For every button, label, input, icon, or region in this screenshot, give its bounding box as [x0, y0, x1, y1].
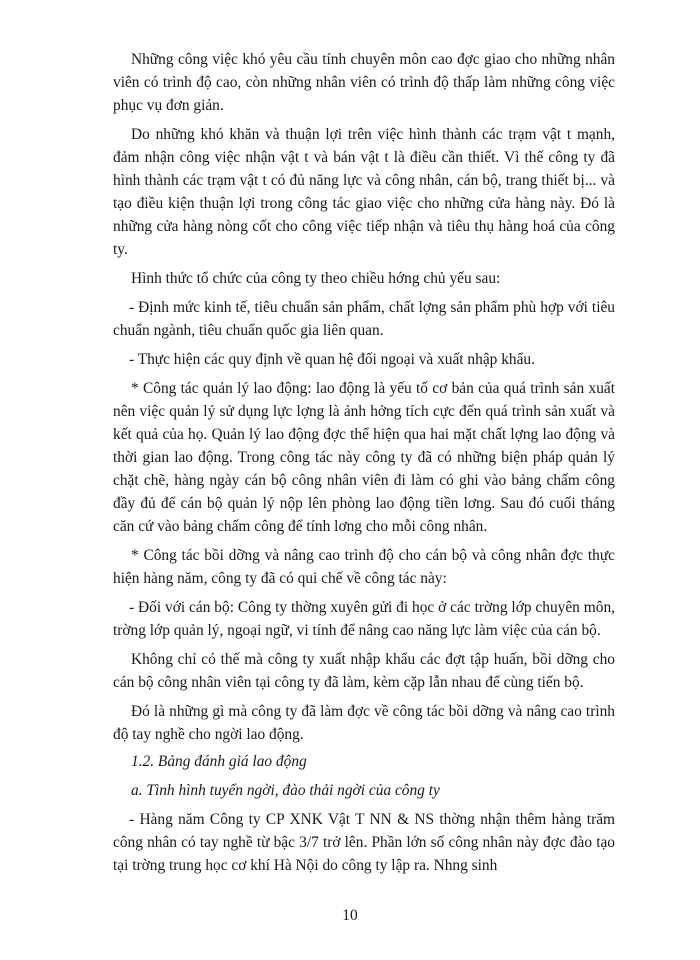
document-page	[113, 48, 615, 883]
subsection-heading: a. Tình hình tuyển ngời, đào thải ngời của công ty	[131, 782, 440, 799]
paragraph-4: - Định mức kinh tế, tiêu chuẩn sản phẩm, chất lợng sản phẩm phù hợp với tiêu chuẩn ngành, tiêu chuẩn quốc gia liên quan.	[113, 299, 615, 339]
paragraph-7: * Công tác bồi dỡng và nâng cao trình độ cho cán bộ và công nhân đợc thực hiện hàng năm, công ty đã có qui chế về công tác này:	[113, 547, 615, 587]
paragraph-2: Do những khó khăn và thuận lợi trên việc hình thành các trạm vật t mạnh, đảm nhận công việc nhận vật t và bán vật t là điều cần thiết. Vì thế công ty đã hình thành các trạm vật t có đủ năng lực và công nhân, cán bộ, trang thiết bị... và tạo điều kiện thuận lợi trong công tác giao việc cho những cửa hàng này. Đó là những cửa hàng nòng cốt cho công việc tiếp nhận và tiêu thụ hàng hoá của công ty.	[113, 126, 615, 258]
paragraph-6: * Công tác quản lý lao động: lao động là yếu tố cơ bản của quá trình sản xuất nên việc quản lý sử dụng lực lợng là ảnh hởng tích cực đến quá trình sản xuất và kết quả của họ. Quản lý lao động đợc thể hiện qua hai mặt chất lợng lao động và thời gian lao động. Trong công tác này công ty đã có những biện pháp quản lý chặt chẽ, hàng ngày cán bộ công nhân viên đi làm có ghi vào bảng chấm công đầy đủ để cán bộ quản lý nộp lên phòng lao động tiền lơng. Sau đó cuối tháng căn cứ vào bảng chấm công để tính lơng cho mỗi công nhân.	[113, 380, 615, 535]
paragraph-3: Hình thức tổ chức của công ty theo chiều hớng chủ yếu sau:	[131, 270, 501, 287]
page-number: 10	[342, 907, 358, 924]
paragraph-9: Không chỉ có thế mà công ty xuất nhập khẩu các đợt tập huấn, bồi dỡng cho cán bộ công nhân viên tại công ty đã làm, kèm cặp lẫn nhau để cùng tiến bộ.	[113, 651, 615, 691]
paragraph-10: Đó là những gì mà công ty đã làm đợc về công tác bồi dỡng và nâng cao trình độ tay nghề cho ngời lao động.	[113, 703, 615, 743]
paragraph-8: - Đối với cán bộ: Công ty thờng xuyên gửi đi học ở các trờng lớp chuyên môn, trờng lớp quản lý, ngoại ngữ, vi tính để nâng cao năng lực làm việc của cán bộ.	[113, 599, 615, 639]
paragraph-1: Những công việc khó yêu cầu tính chuyên môn cao đợc giao cho những nhân viên có trình độ cao, còn những nhân viên có trình độ thấp làm những công việc phục vụ đơn giản.	[113, 51, 615, 114]
paragraph-5: - Thực hiện các quy định về quan hệ đối ngoại và xuất nhập khẩu.	[129, 351, 535, 368]
section-heading: 1.2. Bảng đánh giá lao động	[131, 753, 307, 770]
paragraph-11: - Hàng năm Công ty CP XNK Vật T NN & NS thờng nhận thêm hàng trăm công nhân có tay nghề từ bậc 3/7 trở lên. Phần lớn số công nhân này đợc đào tạo tại trờng trung học cơ khí Hà Nội do công ty lập ra. Nhng sinh	[113, 811, 615, 874]
